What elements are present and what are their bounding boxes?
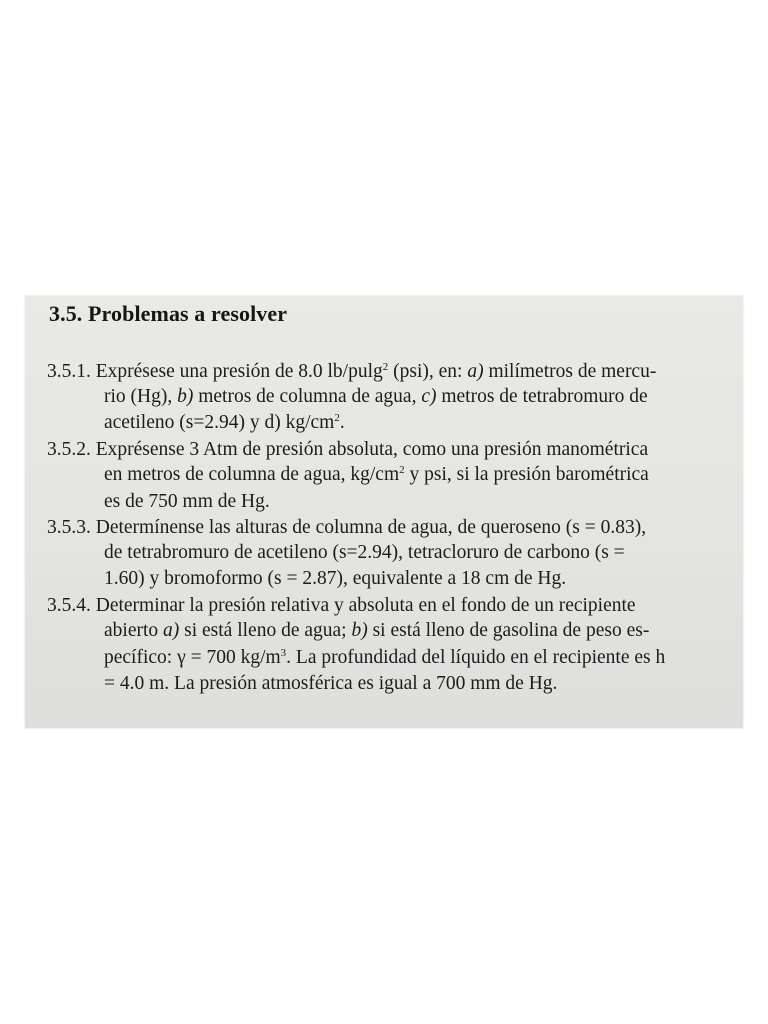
text: Determínense las alturas de columna de agua, de queroseno (s = 0.83),	[95, 517, 647, 538]
text: y psi, si la presión barométrica	[404, 464, 649, 485]
problem-4-line-1	[47, 596, 636, 616]
problem-3-line-1	[47, 518, 646, 538]
problem-3-line-3	[104, 569, 566, 589]
text: acetileno (s=2.94) y d) kg/cm	[104, 412, 335, 433]
text: metros de columna de agua,	[193, 386, 422, 407]
superscript: 2	[382, 361, 389, 373]
text: 1.60) y bromoformo (s = 2.87), equivalente a 18 cm de Hg.	[104, 568, 567, 589]
text: metros de tetrabromuro de	[436, 386, 648, 407]
text: Exprésese una presión de 8.0 lb/pulg	[95, 361, 383, 382]
problem-4-line-3	[104, 648, 665, 668]
problem-2-line-2	[104, 465, 649, 485]
superscript: 2	[399, 464, 405, 476]
problem-number: 3.5.4.	[47, 595, 91, 616]
problem-2-line-1	[47, 440, 648, 460]
item-letter: c)	[421, 386, 437, 407]
problem-1-line-3	[104, 413, 345, 433]
problem-number: 3.5.2.	[47, 439, 91, 460]
superscript: 2	[334, 412, 340, 424]
problem-3-line-2	[104, 543, 625, 563]
text: si está lleno de agua;	[179, 620, 352, 641]
text: Exprésense 3 Atm de presión absoluta, como una presión manométrica	[95, 439, 649, 460]
text: abierto	[104, 620, 164, 641]
text: de tetrabromuro de acetileno (s=2.94), tetracloruro de carbono (s =	[104, 542, 625, 563]
text: milímetros de mercu-	[483, 361, 657, 382]
item-letter: a)	[467, 361, 484, 382]
problem-number: 3.5.3.	[47, 517, 91, 538]
text: rio (Hg),	[104, 386, 178, 407]
superscript: 3	[280, 647, 287, 659]
text: en metros de columna de agua, kg/cm	[104, 464, 400, 485]
text: es de 750 mm de Hg.	[104, 491, 270, 512]
text: = 4.0 m. La presión atmosférica es igual a 700 mm de Hg.	[104, 673, 558, 694]
problem-1-line-1	[47, 362, 656, 382]
text: (psi), en:	[388, 361, 468, 382]
problem-4-line-2	[104, 621, 649, 641]
problem-1-line-2	[104, 387, 648, 407]
problem-number: 3.5.1.	[47, 361, 91, 382]
item-letter: b)	[177, 386, 194, 407]
text: si está lleno de gasolina de peso es-	[367, 620, 650, 641]
text: pecífico: γ = 700 kg/m	[104, 647, 281, 668]
text: Determinar la presión relativa y absoluta en el fondo de un recipiente	[95, 595, 636, 616]
text: .	[339, 412, 345, 433]
item-letter: b)	[351, 620, 368, 641]
section-heading: 3.5. Problemas a resolver	[49, 301, 288, 326]
text: . La profundidad del líquido en el recipiente es h	[286, 647, 666, 668]
problem-4-line-4	[104, 674, 557, 694]
page-photo	[25, 296, 743, 728]
item-letter: a)	[163, 620, 180, 641]
problem-2-line-3	[104, 492, 270, 512]
